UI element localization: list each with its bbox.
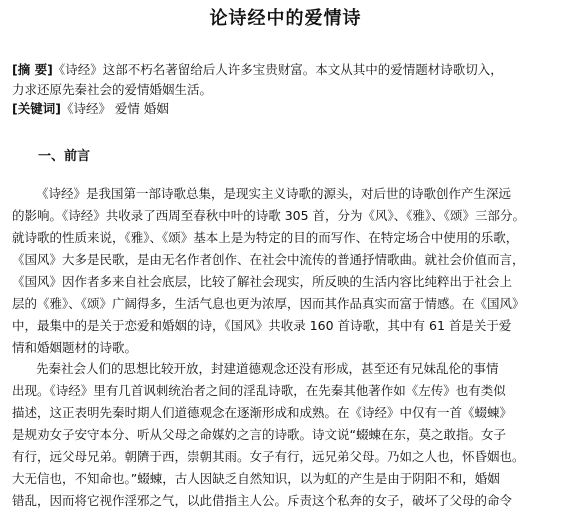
abstract-line-2: 力求还原先秦社会的爱情婚姻生活。 — [12, 82, 213, 97]
paragraph-line: 是规劝女子安守本分、听从父母之命媒妁之言的诗歌。诗文说“蝃蝀在东，莫之敢指。女子 — [12, 427, 506, 442]
paragraph-line: 情和婚姻题材的诗歌。 — [12, 340, 138, 355]
abstract — [12, 60, 561, 100]
abstract-line-1 — [12, 60, 561, 80]
paragraph-line: 的影响。《诗经》共收录了西周至春秋中叶的诗歌 305 首，分为《风》、《雅》、《颂》三部分。 — [12, 208, 526, 223]
paragraph-line: 有行，远父母兄弟。朝隮于西，崇朝其雨。女子有行，远兄弟父母。乃如之人也，怀昏姻也。 — [12, 449, 525, 464]
paragraph-1 — [12, 183, 561, 359]
keywords-text: 《诗经》 爱情 婚姻 — [60, 101, 169, 116]
keywords — [12, 99, 561, 118]
keywords-label: [关键词] — [12, 101, 61, 116]
paragraph-line: 错乱，因而将它视作淫邪之气，以此借指主人公。斥责这个私奔的女子，破坏了父母的命令 — [12, 493, 513, 508]
section-heading: 一、前言 — [38, 149, 91, 164]
paragraph-line: 《诗经》是我国第一部诗歌总集，是现实主义诗歌的源头，对后世的诗歌创作产生深远 — [36, 186, 512, 201]
paragraph-line: 层的《雅》、《颂》广阔得多，生活气息也更为浓厚，因而其作品真实而富于情感。在《国风》 — [12, 296, 525, 311]
paragraph-line: 出现。《诗经》里有几首讽刺统治者之间的淫乱诗歌，在先秦其他著作如《左传》也有类似 — [12, 383, 506, 398]
paragraph-line: 大无信也，不知命也。”蝃蝀，古人因缺乏自然知识，以为虹的产生是由于阴阳不和，婚姻 — [12, 471, 500, 486]
paragraph-line: 就诗歌的性质来说，《雅》、《颂》基本上是为特定的目的而写作、在特定场合中使用的乐歌， — [12, 230, 519, 245]
paragraph-line: 《国风》因作者多来自社会底层，比较了解社会现实，所反映的生活内容比纯粹出于社会上 — [12, 274, 513, 289]
abstract-label: [摘 要] — [12, 62, 53, 77]
paragraph-line: 描述，这正表明先秦时期人们道德观念在逐渐形成和成熟。在《诗经》中仅有一首《蝃蝀》 — [12, 405, 513, 420]
abstract-text-1: 《诗经》这部不朽名著留给后人许多宝贵财富。本文从其中的爱情题材诗歌切入， — [52, 62, 503, 77]
paragraph-2 — [12, 358, 561, 512]
paragraph-line: 先秦社会人们的思想比较开放，封建道德观念还没有形成，甚至还有兄妹乱伦的事情 — [36, 361, 499, 376]
document-title: 论诗经中的爱情诗 — [209, 8, 362, 29]
paragraph-line: 《国风》大多是民歌，是由无名作者创作、在社会中流传的普通抒情歌曲。就社会价值而言， — [12, 252, 525, 267]
paragraph-line: 中，最集中的是关于恋爱和婚姻的诗，《国风》共收录 160 首诗歌，其中有 61 首是关于爱 — [12, 318, 512, 333]
